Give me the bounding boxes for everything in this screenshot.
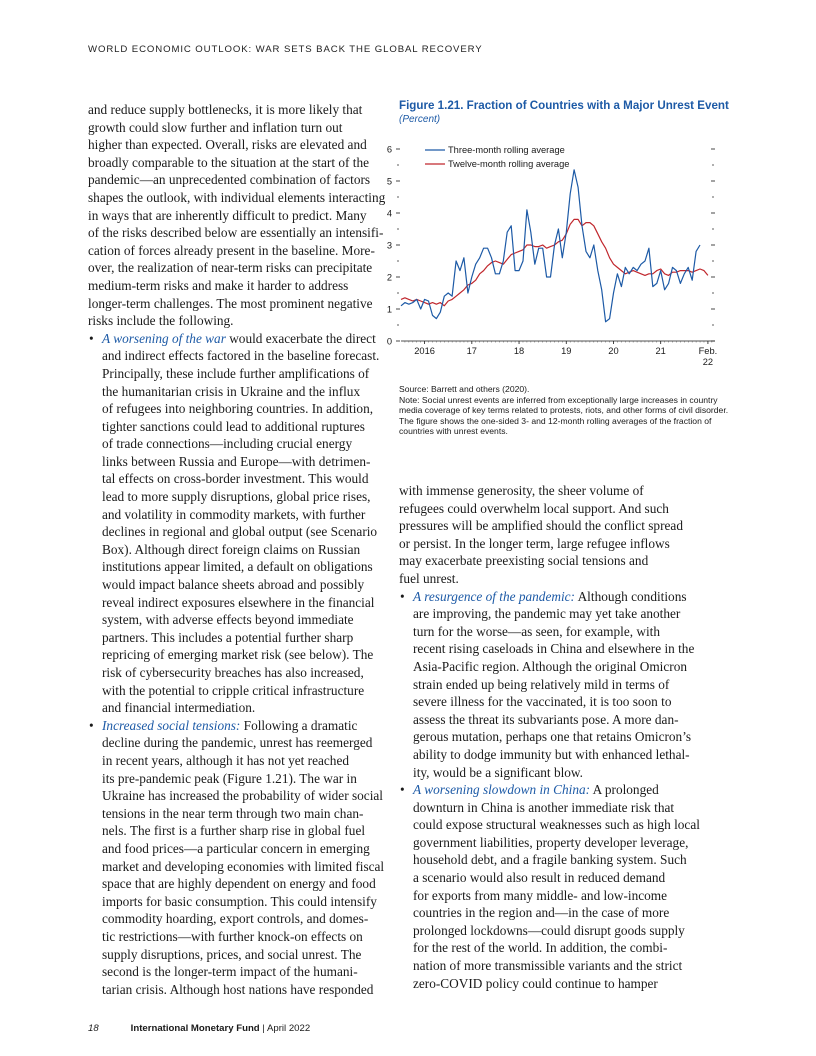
figure-subtitle: (Percent) [399,114,441,125]
x-tick-label: 19 [561,346,572,356]
y-tick-label: 3 [386,240,392,251]
text-line: Box). Although direct foreign claims on Russian [102,541,361,557]
text-line: tic restrictions—with further knock-on effects on [102,928,363,944]
text-line: zero-COVID policy could continue to hamper [413,975,658,991]
x-tick-label: 2016 [414,346,435,356]
text-line: the humanitarian crisis in Ukraine and the influx [102,383,361,399]
text-line: shapes the outlook, with individual elements interacting [88,189,386,205]
text-line: declines in regional and global output (see Scenario [102,524,378,540]
text-line: partners. This includes a potential further sharp [102,629,354,645]
series-line [401,170,700,322]
chart-legend [425,145,569,169]
chart-series [401,170,708,322]
y-tick-label: 4 [386,208,392,219]
text-line: ity, would be a significant blow. [413,764,583,780]
text-line: space that are highly dependent on energy and food [102,876,376,892]
text-line: government liabilities, property developer leverage, [413,834,689,850]
text-line: lead to more supply disruptions, global price rises, [102,489,371,505]
text-line: assess the threat its subvariants pose. A more dan- [413,711,679,727]
text-line: market and developing economies with limited fiscal [102,858,385,874]
footer-date: April 2022 [266,1023,311,1034]
page-footer: 18 International Monetary Fund | April 2022 [88,1023,311,1034]
bullet-social-lead: Increased social tensions: [102,717,241,733]
text-line: and volatility in commodity markets, with further [102,506,366,522]
y-tick-label: 1 [386,304,392,315]
text-line: higher than expected. Overall, risks are elevated and [88,137,367,153]
y-tick-label: 0 [386,336,392,347]
text-line: would impact balance sheets abroad and possibly [102,577,365,593]
text-line: and food prices—a particular concern in emerging [102,840,370,856]
text-line: tarian crisis. Although host nations have responded [102,981,374,997]
text-line: for the rest of the world. In addition, the combi- [413,940,668,956]
text-line: growth could slow further and inflation turn out [88,119,343,135]
text-line: pressures will be amplified should the conflict spread [399,518,683,534]
text-line: longer-term challenges. The most prominent negative [88,295,373,311]
y-tick-label: 6 [386,144,392,155]
bullet-china-text [413,799,723,993]
text-line: nation of more transmissible variants and the strict [413,958,683,974]
x-tick-label: 18 [513,346,525,356]
text-line: fuel unrest. [399,570,459,586]
text-line: in ways that are inherently difficult to predict. Many [88,207,367,223]
text-line: imports for basic consumption. This could intensify [102,893,377,909]
x-tick-label: 21 [655,346,666,356]
text-line: repricing of emerging market risk (see below). The [102,647,374,663]
running-head: WORLD ECONOMIC OUTLOOK: WAR SETS BACK THE GLOBAL RECOVERY [88,44,483,55]
text-line: nels. The first is a further sharp rise in global fuel [102,823,366,839]
text-line: institutions appear limited, a default on obligations [102,559,373,575]
text-line: for exports from many middle- and low-income [413,887,668,903]
text-line: cation of forces already present in the baseline. More- [88,242,375,258]
text-line: severe illness for the vaccinated, it is too soon to [413,694,672,710]
bullet-pandemic-text [413,605,723,781]
footer-org: International Monetary Fund [130,1023,260,1034]
text-line: gerous mutation, perhaps one that retains Omicron’s [413,729,692,745]
text-line: tighter sanctions could lead to additional ruptures [102,418,365,434]
bullet-china-lead: A worsening slowdown in China: [413,782,591,798]
x-tick-label: 22 [702,357,714,367]
text-line: with immense generosity, the sheer volume of [399,483,644,498]
text-line: broadly comparable to the situation at the start of the [88,154,369,170]
page-number: 18 [88,1023,99,1034]
text-line: may exacerbate preexisting social tensions and [399,553,649,569]
bullet-china: • A worsening slowdown in China: A prolonged downturn in China is another immediate risk that could expose structural weaknesses such as high local government liabilities, property developer leverage, household debt, and a fragile banking system. Such a scenario would also result in reduced demand for exports from many middle- and low-income countries in the region and—in the case of more prolonged lockdowns—could disrupt goods supply for the rest of the world. In addition, the combi- nation of more transmissible variants and the strict zero-COVID policy could continue to hamper [399,781,723,992]
bullet-pandemic: • A resurgence of the pandemic: Although conditions are improving, the pandemic may yet take another turn for the worse—as seen, for example, with recent rising caseloads in China and elsewhere in the Asia-Pacific region. Although the original Omicron strain ended up being relatively mild in terms of severe illness for the vaccinated, it is too soon to assess the threat its subvariants pose. A more dan- gerous mutation, perhaps one that retains Omicron’s ability to dodge immunity but with enhanced lethal- ity, would be a significant blow. [399,588,723,782]
text-line: risks include the following. [88,313,234,329]
text-line: or persist. In the longer term, large refugee inflows [399,535,670,551]
text-line: medium-term risks and make it harder to address [88,277,349,293]
text-line: commodity hoarding, export controls, and domes- [102,911,369,927]
intro-paragraph [88,101,386,330]
unrest-line-chart [362,130,732,370]
text-line: could expose structural weaknesses such as high local [413,817,700,833]
text-line: of trade connections—including crucial energy [102,436,353,452]
text-line: of the risks described below are essentially an intensifi- [88,225,384,241]
text-line: tal effects on cross-border investment. This would [102,471,369,487]
text-line: a scenario would also result in reduced demand [413,870,666,886]
text-line: its pre-pandemic peak (Figure 1.21). The war in [102,770,357,786]
text-line: Ukraine has increased the probability of wider social [102,788,383,804]
series-line [401,219,708,305]
figure-source: Source: Barrett and others (2020). [399,384,530,394]
text-line: supply disruptions, prices, and social unrest. The [102,946,362,962]
chart-axes [387,144,717,367]
text-line: strain ended up being relatively mild in terms of [413,676,670,692]
legend-label: Twelve-month rolling average [448,159,570,170]
continuation-paragraph [399,482,723,588]
text-line: decline during the pandemic, unrest has reemerged [102,735,373,751]
x-tick-label: 17 [466,346,477,356]
text-line: and reduce supply bottlenecks, it is more likely that [88,102,363,117]
figure-note: Note: Social unrest events are inferred from exceptionally large increases in country media coverage of key terms related to protests, riots, and other forms of civil disorder. The figure shows the one-sided 3- and 12-month rolling averages of the fraction of countries with unrest events. [399,394,729,437]
text-line: of refugees into neighboring countries. In addition, [102,401,374,417]
text-line: system, with adverse effects beyond immediate [102,612,354,628]
text-line: links between Russia and Europe—with detrimen- [102,453,371,469]
text-line: downturn in China is another immediate risk that [413,799,675,815]
bullet-social: • Increased social tensions: Following a dramatic decline during the pandemic, unrest has reemerged in recent years, although it has not yet reached its pre-pandemic peak (Figure 1.21). The war in Ukraine has increased the probability of wider social tensions in the near term through two main chan- nels. The first is a further sharp rise in global fuel and food prices—a particular concern in emerging market and developing economies with limited fiscal space that are highly dependent on energy and food imports for basic consumption. This could intensify commodity hoarding, export controls, and domes- tic restrictions—with further knock-on effects on supply disruptions, prices, and social unrest. The second is the longer-term impact of the humani- tarian crisis. Although host nations have responded [89,717,385,997]
text-line: over, the realization of near-term risks can precipitate [88,260,373,276]
figure-title: Figure 1.21. Fraction of Countries with a Major Unrest Event [399,99,729,112]
text-line: recent rising caseloads in China and elsewhere in the [413,641,695,657]
bullet-war-lead: A worsening of the war [102,330,226,346]
text-line: are improving, the pandemic may yet take another [413,606,681,622]
left-column [88,101,386,998]
x-tick-label: 20 [608,346,619,356]
bullet-war-text [102,347,380,716]
right-column [399,482,723,992]
text-line: countries in the region and—in the case of more [413,905,670,921]
text-line: Principally, these include further amplifications of [102,365,370,381]
text-line: second is the longer-term impact of the humani- [102,964,358,980]
bullet-war: • A worsening of the war would exacerbate the direct and indirect effects factored in the baseline forecast. Principally, these include further amplifications of the humanitarian crisis in Ukraine and the influx of refugees into neighboring countries. In addition, tighter sanctions could lead to additional ruptures of trade connections—including crucial energy links between Russia and Europe—with detrimen- tal effects on cross-border investment. This would lead to more supply disruptions, global price rises, and volatility in commodity markets, with further declines in regional and global output (see Scenario Box). Although direct foreign claims on Russian institutions appear limited, a default on obligations would impact balance sheets abroad and possibly reveal indirect exposures elsewhere in the financial system, with adverse effects beyond immediate partners. This includes a potential further sharp repricing of emerging market risk (see below). The risk of cybersecurity breaches has also increased, with the potential to cripple critical infrastructure and financial intermediation. [89,330,380,716]
text-line: and indirect effects factored in the baseline forecast. [102,348,380,364]
text-line: turn for the worse—as seen, for example, with [413,623,661,639]
text-line: ability to dodge immunity but with enhanced lethal- [413,746,690,762]
bullet-pandemic-lead: A resurgence of the pandemic: [413,588,575,604]
bullet-social-text [102,734,385,998]
text-line: household debt, and a fragile banking system. Such [413,852,687,868]
text-line: and financial intermediation. [102,700,256,716]
y-tick-label: 5 [386,176,392,187]
text-line: risk of cybersecurity breaches has also increased, [102,665,364,680]
text-line: Asia-Pacific region. Although the original Omicron [413,658,688,674]
figure-notes [399,384,729,437]
text-line: pandemic—an unprecedented combination of factors [88,172,371,188]
text-line: prolonged lockdowns—could disrupt goods supply [413,922,685,938]
text-line: refugees could overwhelm local support. And such [399,500,669,516]
x-tick-label: Feb. [698,346,718,356]
text-line: tensions in the near term through two main chan- [102,805,364,821]
text-line: with the potential to cripple critical infrastructure [102,682,365,698]
y-tick-label: 2 [386,272,392,283]
legend-label: Three-month rolling average [448,145,565,156]
text-line: reveal indirect exposures elsewhere in the financial [102,594,375,610]
text-line: in recent years, although it has not yet reached [102,752,350,768]
